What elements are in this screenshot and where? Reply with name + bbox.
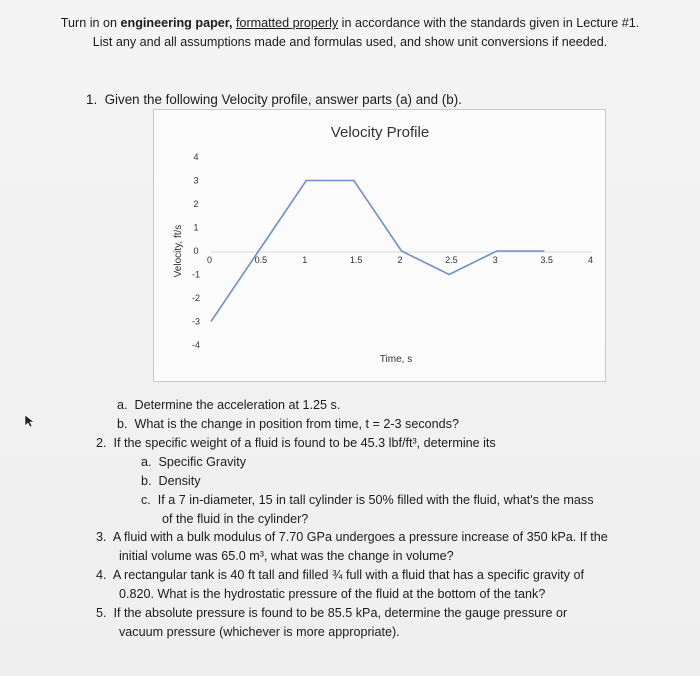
question-text: If the absolute pressure is found to be 85.5 kPa, determine the gauge pressure or [113, 606, 568, 620]
part-label: a. [141, 455, 152, 469]
mouse-cursor-icon [24, 414, 36, 428]
question-2-part-c [141, 491, 594, 510]
chart-x-ticks [207, 255, 593, 265]
question-text: A fluid with a bulk modulus of 7.70 GPa undergoes a pressure increase of 350 kPa. If the [112, 530, 608, 544]
chart-x-axis-label: Time, s [379, 354, 413, 365]
x-tick-label: 1.5 [349, 255, 363, 265]
x-tick-label: 3.5 [540, 255, 553, 265]
question-1-part-b [117, 415, 459, 434]
question-text: If the specific weight of a fluid is found to be 45.3 lbf/ft³, determine its [113, 436, 496, 450]
instructions-text: Turn in on [60, 16, 121, 30]
instructions-underlined-text: formatted properly [235, 16, 339, 30]
y-tick-label: 2 [193, 199, 199, 209]
part-label: c. [141, 493, 151, 507]
instructions-line-1 [40, 14, 660, 33]
y-tick-label: -3 [191, 316, 201, 327]
x-tick-label: 3 [492, 255, 498, 265]
y-tick-label: 1 [193, 222, 199, 233]
question-number: 1. [86, 92, 98, 107]
question-5 [96, 604, 567, 642]
x-tick-label: 1 [302, 255, 308, 265]
question-number: 5. [96, 606, 107, 620]
question-text: Given the following Velocity profile, answer parts (a) and (b). [104, 92, 462, 107]
question-text: A rectangular tank is 40 ft tall and filled ¾ full with a fluid that has a specific gravity of [112, 568, 584, 582]
y-tick-label: -1 [191, 269, 201, 280]
question-number: 3. [96, 530, 107, 544]
y-tick-label: 0 [193, 246, 199, 256]
y-tick-label: 3 [193, 175, 199, 186]
y-tick-label: 4 [193, 152, 199, 162]
chart-y-ticks [192, 152, 200, 350]
question-5-line-1 [96, 604, 567, 623]
chart-y-axis-label: Velocity, ft/s [173, 224, 184, 278]
question-2-part-a [141, 453, 594, 472]
question-4-line-2: 0.820. What is the hydrostatic pressure of the fluid at the bottom of the tank? [119, 587, 546, 601]
question-1-part-a [117, 396, 459, 415]
question-2-part-c-continued: of the fluid in the cylinder? [162, 512, 309, 526]
part-label: b. [141, 474, 152, 488]
question-number: 2. [96, 436, 107, 450]
part-text: Density [158, 474, 201, 488]
question-3 [96, 528, 608, 566]
velocity-chart-svg [154, 110, 605, 381]
question-3-line-1 [96, 528, 608, 547]
question-1 [86, 92, 462, 107]
chart-series [211, 181, 544, 322]
chart-title: Velocity Profile [330, 124, 430, 141]
x-tick-label: 0 [207, 255, 213, 265]
x-tick-label: 2.5 [445, 255, 458, 265]
part-text: Determine the acceleration at 1.25 s. [134, 398, 341, 412]
x-tick-label: 4 [588, 255, 594, 265]
question-5-line-2: vacuum pressure (whichever is more appropriate). [119, 625, 400, 639]
question-number: 4. [96, 568, 107, 582]
part-label: b. [117, 417, 128, 431]
question-4-line-1 [96, 566, 584, 585]
instructions-bold-text: engineering paper, [120, 16, 233, 30]
instructions [40, 14, 660, 52]
question-3-line-2: initial volume was 65.0 m³, what was the change in volume? [119, 549, 454, 563]
y-tick-label: -2 [191, 293, 201, 303]
velocity-series-line [211, 181, 544, 322]
instructions-line-2: List any and all assumptions made and formulas used, and show unit conversions if needed. [92, 35, 608, 49]
question-2-stem [96, 434, 496, 453]
question-4 [96, 566, 584, 604]
x-tick-label: 0.5 [254, 255, 268, 265]
question-2 [96, 434, 496, 453]
x-tick-label: 2 [397, 255, 403, 265]
question-1-parts [117, 396, 459, 434]
part-label: a. [117, 398, 128, 412]
y-tick-label: -4 [191, 340, 201, 350]
question-2-part-b [141, 472, 594, 491]
part-text: What is the change in position from time, t = 2-3 seconds? [134, 417, 459, 431]
question-2-parts [141, 453, 594, 529]
velocity-chart [153, 109, 606, 382]
part-text: Specific Gravity [158, 455, 246, 469]
part-text: If a 7 in-diameter, 15 in tall cylinder is 50% filled with the fluid, what's the mass [157, 493, 594, 507]
instructions-text-end: in accordance with the standards given in Lecture #1. [338, 16, 640, 30]
